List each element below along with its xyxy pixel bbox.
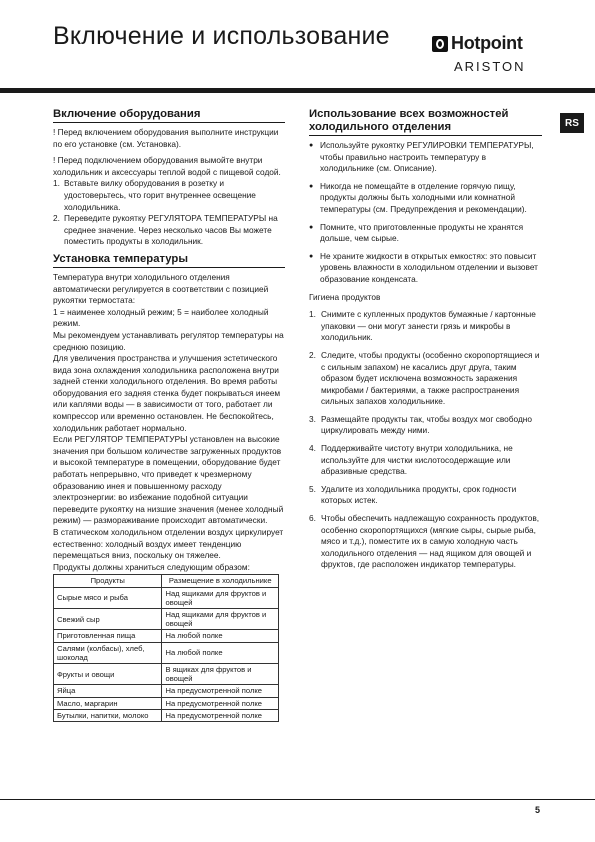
list-item: 2. Следите, чтобы продукты (особенно скоропортящиеся и с сильным запахом) не касались друг друга, таким образом будет исключена возможность заражения микробами / бактериями, а также распространения сильных запахов холодильнике.: [309, 349, 540, 407]
footer-divider: [0, 799, 595, 800]
right-column: [309, 108, 542, 577]
list-item: 1. Вставьте вилку оборудования в розетку и удостоверьтесь, что горит внутреннее освещение холодильника.: [53, 178, 256, 212]
list-item: ● Не храните жидкости в открытых емкостях: это повысит уровень влажности в холодильном отделении и вызовет образование конденсата.: [309, 250, 538, 284]
table-row: Фрукты и овощи В ящиках для фруктов и овощей: [54, 664, 279, 685]
paragraph: 1 = наименее холодный режим; 5 = наиболее холодный режим.: [53, 306, 269, 329]
table-row: Яйца На предусмотренной полке: [54, 685, 279, 697]
list-item: ● Никогда не помещайте в отделение горячую пищу, продукты должны быть холодными или комнатной температуры (см. Предупреждения и рекомендации).: [309, 180, 527, 214]
table-row: Масло, маргарин На предусмотренной полке: [54, 697, 279, 709]
language-badge: RS: [560, 113, 584, 133]
table-header: Размещение в холодильнике: [162, 575, 279, 587]
paragraph: Если РЕГУЛЯТОР ТЕМПЕРАТУРЫ установлен на высокие значения при большом количестве загруженных продуктов и высокой температуре в помещении, оборудование будет работать непрерывно, что приведет к чрезмерному образованию инея и повышенному расходу электроэнергии: во избежание подобной ситуации переведите рукоятку на низшие значения (менее холодный режим) — размораживание происходит автоматически.: [53, 434, 284, 526]
list-item: 4. Поддерживайте чистоту внутри холодильника, не используйте для чистки кислотосодержащие или абразивные средства.: [309, 443, 513, 477]
bullet-icon: ●: [309, 223, 314, 231]
table-row: Свежий сыр Над ящиками для фруктов и овощей: [54, 608, 279, 629]
table-row: Приготовленная пища На любой полке: [54, 630, 279, 642]
list-item: ● Используйте рукоятку РЕГУЛИРОВКИ ТЕМПЕРАТУРЫ, чтобы правильно настроить температуру в холодильнике (см. Описание).: [309, 140, 534, 174]
section-title-temperature: Установка температуры: [53, 253, 285, 268]
bullet-icon: ●: [309, 142, 314, 149]
table-row: Сырые мясо и рыба Над ящиками для фруктов и овощей: [54, 587, 279, 608]
table-row: Бутылки, напитки, молоко На предусмотренной полке: [54, 709, 279, 721]
list-item: 3. Размещайте продукты так, чтобы воздух мог свободно циркулировать между ними.: [309, 413, 532, 436]
table-row: Салями (колбасы), хлеб, шоколад На любой полке: [54, 642, 279, 663]
section-title-switch-on: Включение оборудования: [53, 108, 285, 123]
page-title: Включение и использование: [53, 22, 390, 50]
bullet-icon: ●: [309, 182, 314, 190]
left-column: [53, 108, 285, 722]
paragraph: ! Перед подключением оборудования вымойте внутри холодильник и аксессуары теплой водой с пищевой содой.: [53, 155, 281, 177]
paragraph: Для увеличения пространства и улучшения эстетического вида зона охлаждения холодильника расположена внутри задней стенки холодильного отделения. Во время работы оборудования его задняя стенка будет покрываться инеем или каплями воды — в зависимости от того, работает ли компрессор или временно остановлен. Не беспокойтесь, холодильник работает нормально.: [53, 353, 281, 433]
hotpoint-logo-icon: [432, 36, 448, 52]
brand-name-bottom: ARISTON: [454, 59, 526, 74]
paragraph: Продукты должны храниться следующим образом:: [53, 561, 250, 572]
paragraph: В статическом холодильном отделении воздух циркулирует естественно: холодный воздух имеет тенденцию перемещаться вниз, поскольку он тяжелее.: [53, 527, 284, 561]
bullet-icon: ●: [309, 252, 314, 260]
table-header: Продукты: [54, 575, 162, 587]
header-divider: [0, 88, 595, 93]
page-number: 5: [535, 805, 541, 815]
list-item: 2. Переведите рукоятку РЕГУЛЯТОРА ТЕМПЕРАТУРЫ на среднее значение. Через несколько часов Вы можете поместить продукты в холодильник.: [53, 213, 278, 247]
paragraph: ! Перед включением оборудования выполните инструкции по его установке (см. Установка).: [53, 127, 279, 149]
brand-logo: [432, 33, 542, 74]
list-item: 6. Чтобы обеспечить надлежащую сохранность продуктов, особенно скоропортящихся (мягкие сыры, сырые рыба, мясо и т.д.), поместите их в самую холодную часть холодильного отделения — над ящиком для овощей и фруктов, где расположен индикатор температуры.: [309, 513, 540, 570]
storage-table: [53, 574, 279, 722]
subsection-title-hygiene: Гигиена продуктов: [309, 291, 381, 302]
list-item: ● Помните, что приготовленные продукты не хранятся дольше, чем сырые.: [309, 221, 524, 244]
list-item: 1. Снимите с купленных продуктов бумажные / картонные упаковки — они могут занести грязь и микробы в холодильник.: [309, 309, 536, 343]
section-title-usage: Использование всех возможностей холодильного отделения: [309, 108, 542, 136]
list-item: 5. Удалите из холодильника продукты, срок годности которых истек.: [309, 483, 517, 506]
brand-name-top: Hotpoint: [451, 33, 523, 53]
paragraph: Мы рекомендуем устанавливать регулятор температуры на среднюю позицию.: [53, 329, 284, 352]
paragraph: Температура внутри холодильного отделения автоматически регулируется в соответствии с позицией рукоятки термостата:: [53, 271, 269, 306]
